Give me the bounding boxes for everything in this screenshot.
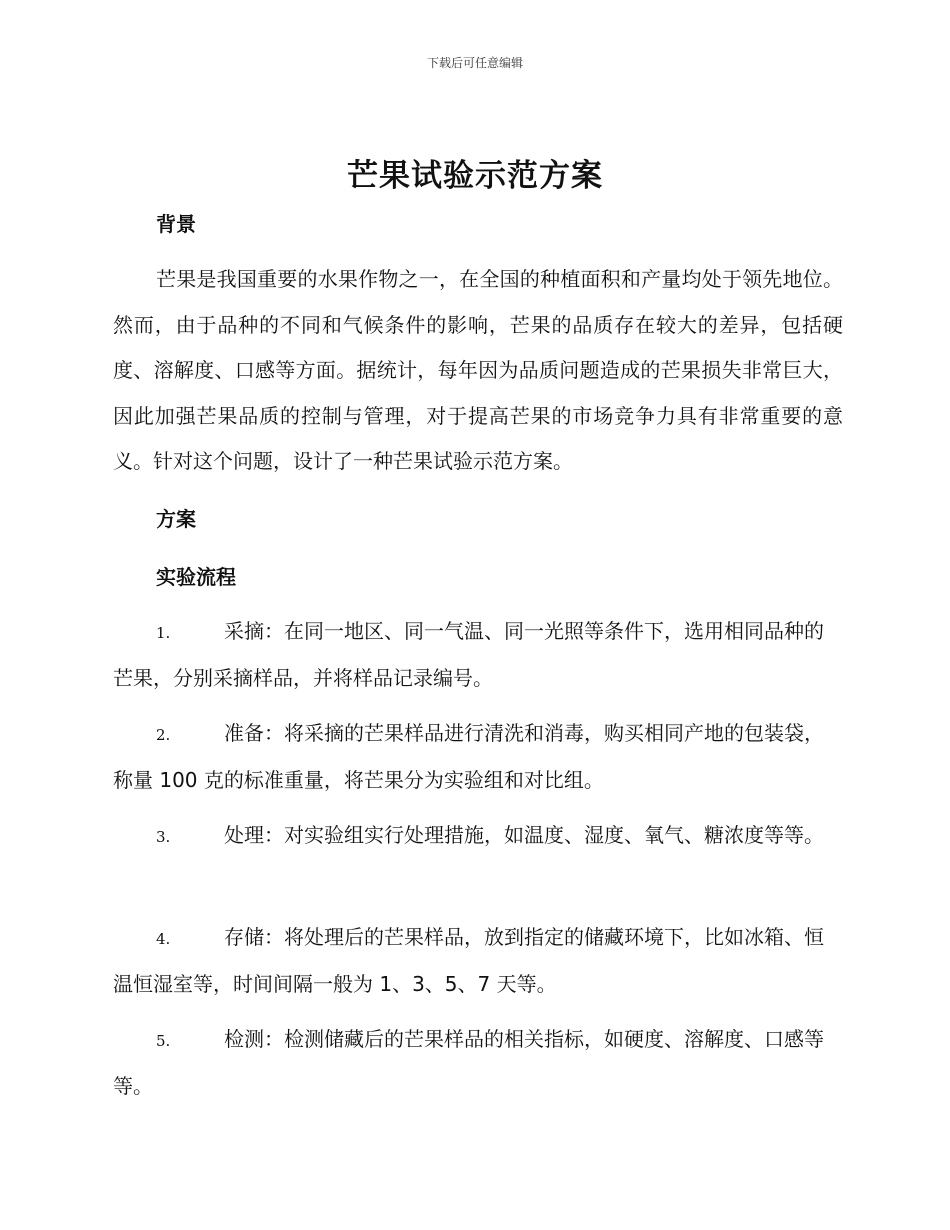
section-heading-background: 背景 <box>156 212 196 236</box>
process-step-2 <box>113 711 833 803</box>
step-number: 5. <box>156 1032 171 1050</box>
step-number: 3. <box>156 828 171 846</box>
step-text: 采摘：在同一地区、同一气温、同一光照等条件下，选用相同品种的芒果，分别采摘样品，并将样品记录编号。 <box>113 619 824 690</box>
section-heading-plan: 方案 <box>156 507 196 531</box>
header-note: 下载后可任意编辑 <box>426 56 523 70</box>
process-step-5 <box>113 1017 833 1109</box>
page-title: 芒果试验示范方案 <box>347 158 603 194</box>
step-text: 存储：将处理后的芒果样品，放到指定的储藏环境下，比如冰箱、恒温恒湿室等，时间间隔一般为 1、3、5、7 天等。 <box>113 925 824 996</box>
process-step-4 <box>113 915 833 1007</box>
section-heading-process: 实验流程 <box>156 565 236 589</box>
process-step-1 <box>113 609 833 701</box>
process-step-3 <box>113 813 833 860</box>
step-number: 4. <box>156 930 171 948</box>
step-text: 准备：将采摘的芒果样品进行清洗和消毒，购买相同产地的包装袋，称量 100 克的标准重量，将芒果分为实验组和对比组。 <box>113 721 824 792</box>
step-text: 处理：对实验组实行处理措施，如温度、湿度、氧气、糖浓度等等。 <box>224 823 824 847</box>
step-number: 1. <box>156 624 171 642</box>
background-paragraph: 芒果是我国重要的水果作物之一，在全国的种植面积和产量均处于领先地位。然而，由于品种的不同和气候条件的影响，芒果的品质存在较大的差异，包括硬度、溶解度、口感等方面。据统计，每年因为品质问题造成的芒果损失非常巨大，因此加强芒果品质的控制与管理，对于提高芒果的市场竞争力具有非常重要的意义。针对这个问题，设计了一种芒果试验示范方案。 <box>113 267 843 473</box>
step-text: 检测：检测储藏后的芒果样品的相关指标，如硬度、溶解度、口感等等。 <box>113 1027 824 1098</box>
step-number: 2. <box>156 726 171 744</box>
